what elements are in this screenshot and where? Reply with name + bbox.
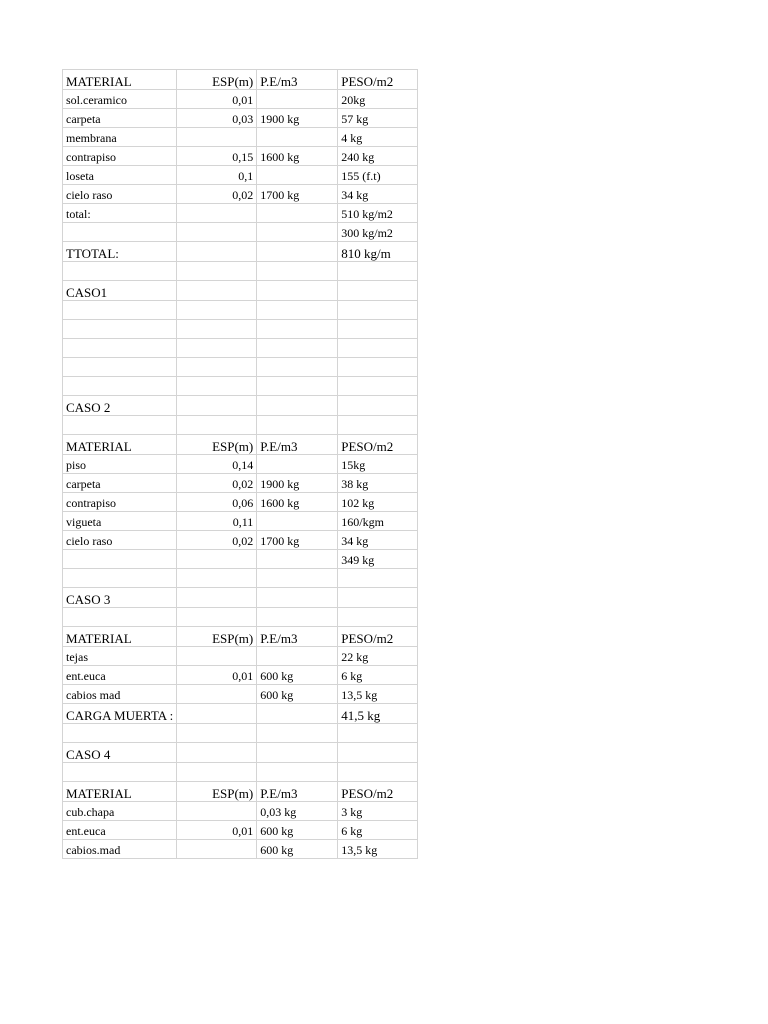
- table-cell[interactable]: MATERIAL: [63, 70, 177, 90]
- table-cell[interactable]: [177, 204, 257, 223]
- table-cell[interactable]: [257, 320, 338, 339]
- table-row: [63, 685, 418, 704]
- table-row: [63, 763, 418, 782]
- table-cell[interactable]: 102 kg: [338, 493, 418, 512]
- table-row: [63, 802, 418, 821]
- table-cell[interactable]: P.E/m3: [257, 627, 338, 647]
- table-cell[interactable]: MATERIAL: [63, 782, 177, 802]
- table-cell[interactable]: [257, 704, 338, 724]
- table-row: [63, 281, 418, 301]
- table-cell[interactable]: [63, 608, 177, 627]
- table-cell[interactable]: 41,5 kg: [338, 704, 418, 724]
- table-cell[interactable]: total:: [63, 204, 177, 223]
- table-row: [63, 435, 418, 455]
- table-cell[interactable]: [63, 416, 177, 435]
- table-row: [63, 455, 418, 474]
- table-cell[interactable]: 0,03: [177, 109, 257, 128]
- table-cell[interactable]: 1900 kg: [257, 474, 338, 493]
- table-cell[interactable]: [177, 743, 257, 763]
- table-row: [63, 109, 418, 128]
- table-cell[interactable]: 0,03 kg: [257, 802, 338, 821]
- table-row: [63, 358, 418, 377]
- table-cell[interactable]: 0,02: [177, 185, 257, 204]
- table-row: [63, 608, 418, 627]
- table-cell[interactable]: CARGA MUERTA :: [63, 704, 177, 724]
- table-row: [63, 396, 418, 416]
- table-cell[interactable]: [338, 377, 418, 396]
- table-row: [63, 416, 418, 435]
- table-cell[interactable]: [257, 339, 338, 358]
- table-cell[interactable]: 0,02: [177, 474, 257, 493]
- table-cell[interactable]: carpeta: [63, 474, 177, 493]
- table-cell[interactable]: [257, 608, 338, 627]
- table-cell[interactable]: [63, 569, 177, 588]
- table-cell[interactable]: P.E/m3: [257, 435, 338, 455]
- table-row: [63, 223, 418, 242]
- table-cell[interactable]: contrapiso: [63, 493, 177, 512]
- table-cell[interactable]: piso: [63, 455, 177, 474]
- table-cell[interactable]: 0,01: [177, 821, 257, 840]
- table-cell[interactable]: [63, 301, 177, 320]
- table-row: [63, 588, 418, 608]
- table-cell[interactable]: 15kg: [338, 455, 418, 474]
- table-row: [63, 339, 418, 358]
- table-cell[interactable]: MATERIAL: [63, 435, 177, 455]
- spreadsheet-body: [63, 70, 418, 859]
- table-cell[interactable]: [63, 320, 177, 339]
- table-row: [63, 704, 418, 724]
- table-cell[interactable]: 0,02: [177, 531, 257, 550]
- table-cell[interactable]: [338, 588, 418, 608]
- table-cell[interactable]: [177, 396, 257, 416]
- table-cell[interactable]: [177, 358, 257, 377]
- table-cell[interactable]: vigueta: [63, 512, 177, 531]
- table-cell[interactable]: cielo raso: [63, 531, 177, 550]
- table-cell[interactable]: [257, 262, 338, 281]
- table-row: [63, 128, 418, 147]
- table-cell[interactable]: tejas: [63, 647, 177, 666]
- table-cell[interactable]: 0,14: [177, 455, 257, 474]
- table-cell[interactable]: sol.ceramico: [63, 90, 177, 109]
- table-cell[interactable]: P.E/m3: [257, 782, 338, 802]
- table-cell[interactable]: [177, 704, 257, 724]
- table-cell[interactable]: 34 kg: [338, 531, 418, 550]
- table-cell[interactable]: [177, 588, 257, 608]
- table-cell[interactable]: CASO 2: [63, 396, 177, 416]
- table-row: [63, 185, 418, 204]
- table-cell[interactable]: [63, 262, 177, 281]
- table-cell[interactable]: loseta: [63, 166, 177, 185]
- table-row: [63, 743, 418, 763]
- spreadsheet-table: [62, 69, 418, 859]
- table-cell[interactable]: [338, 301, 418, 320]
- table-cell[interactable]: P.E/m3: [257, 70, 338, 90]
- table-row: [63, 782, 418, 802]
- table-cell[interactable]: CASO1: [63, 281, 177, 301]
- table-row: [63, 531, 418, 550]
- table-cell[interactable]: 0,01: [177, 666, 257, 685]
- table-cell[interactable]: [338, 743, 418, 763]
- table-cell[interactable]: ent.euca: [63, 821, 177, 840]
- table-cell[interactable]: [257, 416, 338, 435]
- table-cell[interactable]: [63, 223, 177, 242]
- table-row: [63, 70, 418, 90]
- table-cell[interactable]: CASO 3: [63, 588, 177, 608]
- table-cell[interactable]: [257, 358, 338, 377]
- table-cell[interactable]: [338, 724, 418, 743]
- table-cell[interactable]: [338, 763, 418, 782]
- table-row: [63, 627, 418, 647]
- table-cell[interactable]: 155 (f.t): [338, 166, 418, 185]
- table-row: [63, 242, 418, 262]
- table-cell[interactable]: [257, 301, 338, 320]
- table-row: [63, 320, 418, 339]
- table-cell[interactable]: ESP(m): [177, 70, 257, 90]
- table-cell[interactable]: [63, 377, 177, 396]
- table-cell[interactable]: [257, 763, 338, 782]
- table-cell[interactable]: 38 kg: [338, 474, 418, 493]
- table-cell[interactable]: 1700 kg: [257, 531, 338, 550]
- table-cell[interactable]: PESO/m2: [338, 782, 418, 802]
- table-cell[interactable]: [177, 802, 257, 821]
- table-cell[interactable]: [177, 550, 257, 569]
- table-cell[interactable]: ent.euca: [63, 666, 177, 685]
- table-cell[interactable]: 1900 kg: [257, 109, 338, 128]
- table-cell[interactable]: [257, 90, 338, 109]
- table-cell[interactable]: 22 kg: [338, 647, 418, 666]
- table-row: [63, 262, 418, 281]
- table-cell[interactable]: 13,5 kg: [338, 685, 418, 704]
- table-cell[interactable]: [63, 339, 177, 358]
- table-cell[interactable]: [177, 569, 257, 588]
- table-cell[interactable]: MATERIAL: [63, 627, 177, 647]
- table-cell[interactable]: 20kg: [338, 90, 418, 109]
- table-cell[interactable]: 160/kgm: [338, 512, 418, 531]
- table-cell[interactable]: [257, 512, 338, 531]
- table-cell[interactable]: CASO 4: [63, 743, 177, 763]
- table-cell[interactable]: [257, 242, 338, 262]
- table-cell[interactable]: [257, 223, 338, 242]
- table-cell[interactable]: membrana: [63, 128, 177, 147]
- table-cell[interactable]: 0,15: [177, 147, 257, 166]
- table-row: [63, 666, 418, 685]
- table-cell[interactable]: contrapiso: [63, 147, 177, 166]
- table-cell[interactable]: [177, 724, 257, 743]
- table-row: [63, 301, 418, 320]
- table-cell[interactable]: PESO/m2: [338, 435, 418, 455]
- table-cell[interactable]: [177, 608, 257, 627]
- table-row: [63, 840, 418, 859]
- table-cell[interactable]: cielo raso: [63, 185, 177, 204]
- table-cell[interactable]: [257, 396, 338, 416]
- table-cell[interactable]: 240 kg: [338, 147, 418, 166]
- table-cell[interactable]: [257, 128, 338, 147]
- table-cell[interactable]: [63, 358, 177, 377]
- table-cell[interactable]: [177, 647, 257, 666]
- table-cell[interactable]: [177, 223, 257, 242]
- table-row: [63, 569, 418, 588]
- table-row: [63, 821, 418, 840]
- table-row: [63, 377, 418, 396]
- table-cell[interactable]: [257, 647, 338, 666]
- table-cell[interactable]: [177, 128, 257, 147]
- table-cell[interactable]: [338, 396, 418, 416]
- table-row: [63, 204, 418, 223]
- table-cell[interactable]: ESP(m): [177, 627, 257, 647]
- table-cell[interactable]: [257, 166, 338, 185]
- table-row: [63, 474, 418, 493]
- table-row: [63, 90, 418, 109]
- table-cell[interactable]: 600 kg: [257, 685, 338, 704]
- table-cell[interactable]: [338, 281, 418, 301]
- table-cell[interactable]: 4 kg: [338, 128, 418, 147]
- table-cell[interactable]: [257, 588, 338, 608]
- table-cell[interactable]: [177, 281, 257, 301]
- table-cell[interactable]: 349 kg: [338, 550, 418, 569]
- table-cell[interactable]: [338, 339, 418, 358]
- table-cell[interactable]: [63, 763, 177, 782]
- table-cell[interactable]: ESP(m): [177, 782, 257, 802]
- table-cell[interactable]: [257, 455, 338, 474]
- table-cell[interactable]: [257, 550, 338, 569]
- table-cell[interactable]: [177, 339, 257, 358]
- table-cell[interactable]: [257, 724, 338, 743]
- table-cell[interactable]: cub.chapa: [63, 802, 177, 821]
- table-row: [63, 493, 418, 512]
- table-cell[interactable]: carpeta: [63, 109, 177, 128]
- table-cell[interactable]: [338, 569, 418, 588]
- table-cell[interactable]: [257, 281, 338, 301]
- table-cell[interactable]: [177, 242, 257, 262]
- table-row: [63, 647, 418, 666]
- table-cell[interactable]: 600 kg: [257, 821, 338, 840]
- table-cell[interactable]: [338, 608, 418, 627]
- table-row: [63, 147, 418, 166]
- table-cell[interactable]: 510 kg/m2: [338, 204, 418, 223]
- table-cell[interactable]: 6 kg: [338, 666, 418, 685]
- table-cell[interactable]: cabios mad: [63, 685, 177, 704]
- table-cell[interactable]: [177, 685, 257, 704]
- table-cell[interactable]: [177, 377, 257, 396]
- table-row: [63, 550, 418, 569]
- table-cell[interactable]: 34 kg: [338, 185, 418, 204]
- table-cell[interactable]: 600 kg: [257, 666, 338, 685]
- table-cell[interactable]: 1600 kg: [257, 147, 338, 166]
- table-cell[interactable]: PESO/m2: [338, 70, 418, 90]
- table-cell[interactable]: [257, 743, 338, 763]
- table-cell[interactable]: cabios.mad: [63, 840, 177, 859]
- table-cell[interactable]: 0,1: [177, 166, 257, 185]
- table-cell[interactable]: 1700 kg: [257, 185, 338, 204]
- table-cell[interactable]: [338, 320, 418, 339]
- table-cell[interactable]: 6 kg: [338, 821, 418, 840]
- table-cell[interactable]: [177, 262, 257, 281]
- table-cell[interactable]: 0,06: [177, 493, 257, 512]
- table-cell[interactable]: [177, 416, 257, 435]
- table-cell[interactable]: [338, 358, 418, 377]
- table-cell[interactable]: ESP(m): [177, 435, 257, 455]
- table-cell[interactable]: 57 kg: [338, 109, 418, 128]
- table-cell[interactable]: [257, 569, 338, 588]
- table-cell[interactable]: 810 kg/m: [338, 242, 418, 262]
- table-cell[interactable]: [177, 320, 257, 339]
- table-cell[interactable]: 0,01: [177, 90, 257, 109]
- table-cell[interactable]: [257, 377, 338, 396]
- table-cell[interactable]: 13,5 kg: [338, 840, 418, 859]
- table-row: [63, 724, 418, 743]
- table-cell[interactable]: 1600 kg: [257, 493, 338, 512]
- table-cell[interactable]: PESO/m2: [338, 627, 418, 647]
- table-cell[interactable]: TTOTAL:: [63, 242, 177, 262]
- table-cell[interactable]: [338, 262, 418, 281]
- table-row: [63, 166, 418, 185]
- table-cell[interactable]: [338, 416, 418, 435]
- table-cell[interactable]: 3 kg: [338, 802, 418, 821]
- table-cell[interactable]: [63, 724, 177, 743]
- table-cell[interactable]: [177, 763, 257, 782]
- table-cell[interactable]: 600 kg: [257, 840, 338, 859]
- table-cell[interactable]: [177, 840, 257, 859]
- table-row: [63, 512, 418, 531]
- table-cell[interactable]: [177, 301, 257, 320]
- table-cell[interactable]: 0,11: [177, 512, 257, 531]
- table-cell[interactable]: [257, 204, 338, 223]
- table-cell[interactable]: 300 kg/m2: [338, 223, 418, 242]
- table-cell[interactable]: [63, 550, 177, 569]
